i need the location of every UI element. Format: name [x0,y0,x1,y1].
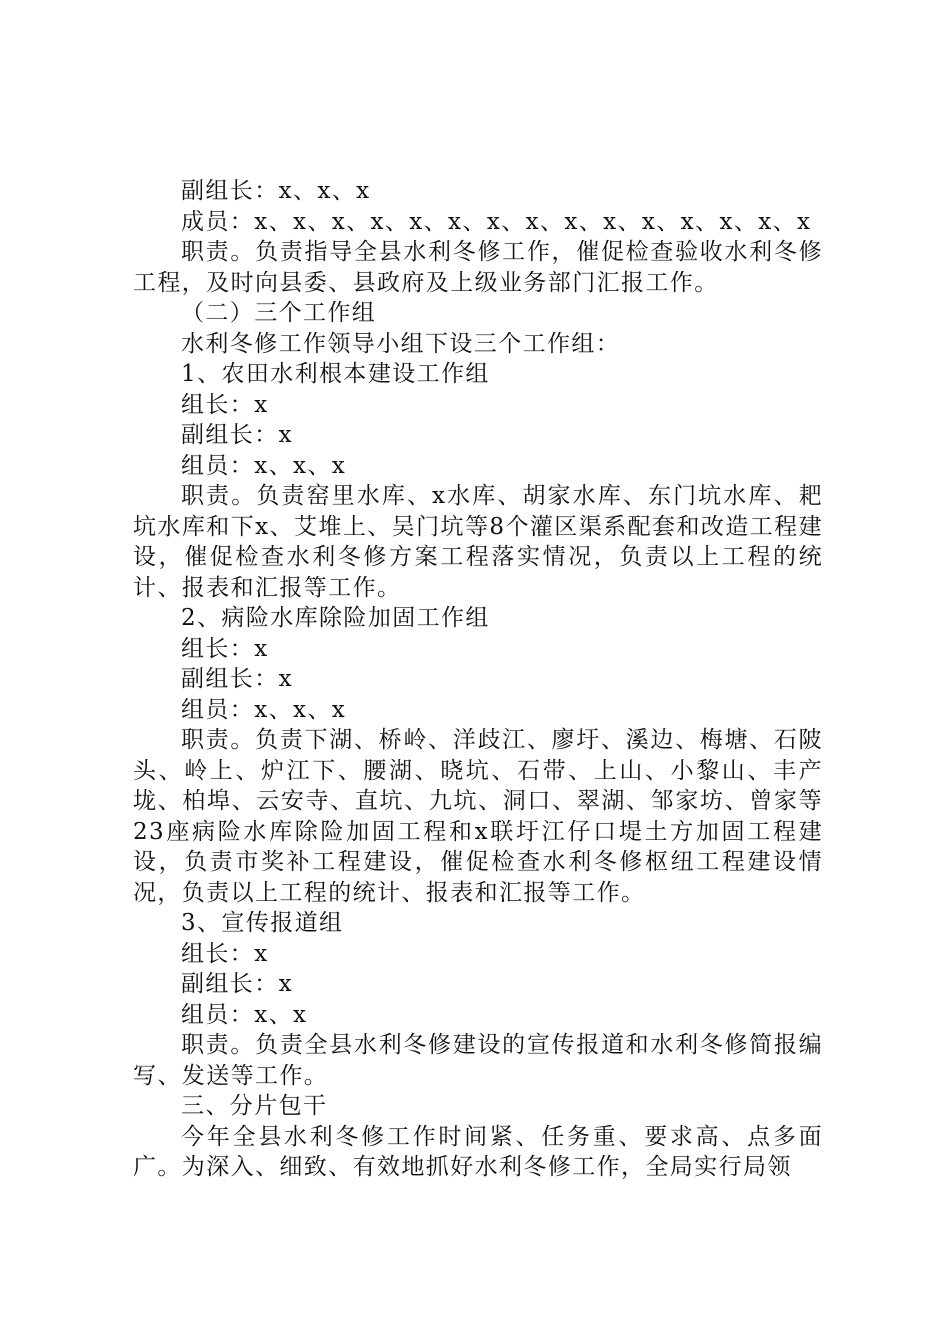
heading-group-2: 2、病险水库除险加固工作组 [181,605,490,631]
group-3-deputy-leader: 副组长：x [181,971,293,997]
heading-three-work-groups: （二）三个工作组 [181,300,377,326]
group-1-duty: 职责。负责窑里水库、x水库、胡家水库、东门坑水库、耙坑水库和下x、艾堆上、吴门坑等8个灌区渠系配套和改造工程建设，催促检查水利冬修方案工程落实情况，负责以上工程的统计、报表和汇报等工作。 [133,483,823,601]
group-2-members: 组员：x、x、x [181,696,347,723]
group-3-duty: 职责。负责全县水利冬修建设的宣传报道和水利冬修简报编写、发送等工作。 [133,1032,823,1089]
paragraph-groups-intro: 水利冬修工作领导小组下设三个工作组： [181,330,621,357]
group-3-members: 组员：x、x [181,1001,308,1028]
group-2-duty: 职责。负责下湖、桥岭、洋歧江、廖圩、溪边、梅塘、石陂头、岭上、炉江下、腰湖、晓坑、石带、上山、小黎山、丰产垅、柏埠、云安寺、直坑、九坑、洞口、翠湖、邹家坊、曾家等23座病险水库除险加固工程和x联圩江仔口堤土方加固工程建设，负责市奖补工程建设，催促检查水利冬修枢纽工程建设情况，负责以上工程的统计、报表和汇报等工作。 [133,727,823,906]
group-1-deputy-leader: 副组长：x [181,422,293,448]
group-2-leader: 组长：x [181,635,269,662]
group-3-leader: 组长：x [181,940,269,967]
heading-group-3: 3、宣传报道组 [181,910,344,936]
paragraph-duty-leading-group: 职责。负责指导全县水利冬修工作，催促检查验收水利冬修工程，及时向县委、县政府及上级业务部门汇报工作。 [133,239,823,296]
heading-group-1: 1、农田水利根本建设工作组 [181,361,490,387]
paragraph-section-three-body: 今年全县水利冬修工作时间紧、任务重、要求高、点多面广。为深入、细致、有效地抓好水利冬修工作，全局实行局领 [133,1123,823,1180]
group-1-leader: 组长：x [181,391,269,418]
paragraph-members: 成员：x、x、x、x、x、x、x、x、x、x、x、x、x、x、x [181,208,812,235]
group-2-deputy-leader: 副组长：x [181,666,293,692]
paragraph-deputy-leader: 副组长：x、x、x [181,178,371,204]
heading-section-three: 三、分片包干 [181,1093,328,1119]
group-1-members: 组员：x、x、x [181,452,347,479]
document-body [133,176,823,1183]
